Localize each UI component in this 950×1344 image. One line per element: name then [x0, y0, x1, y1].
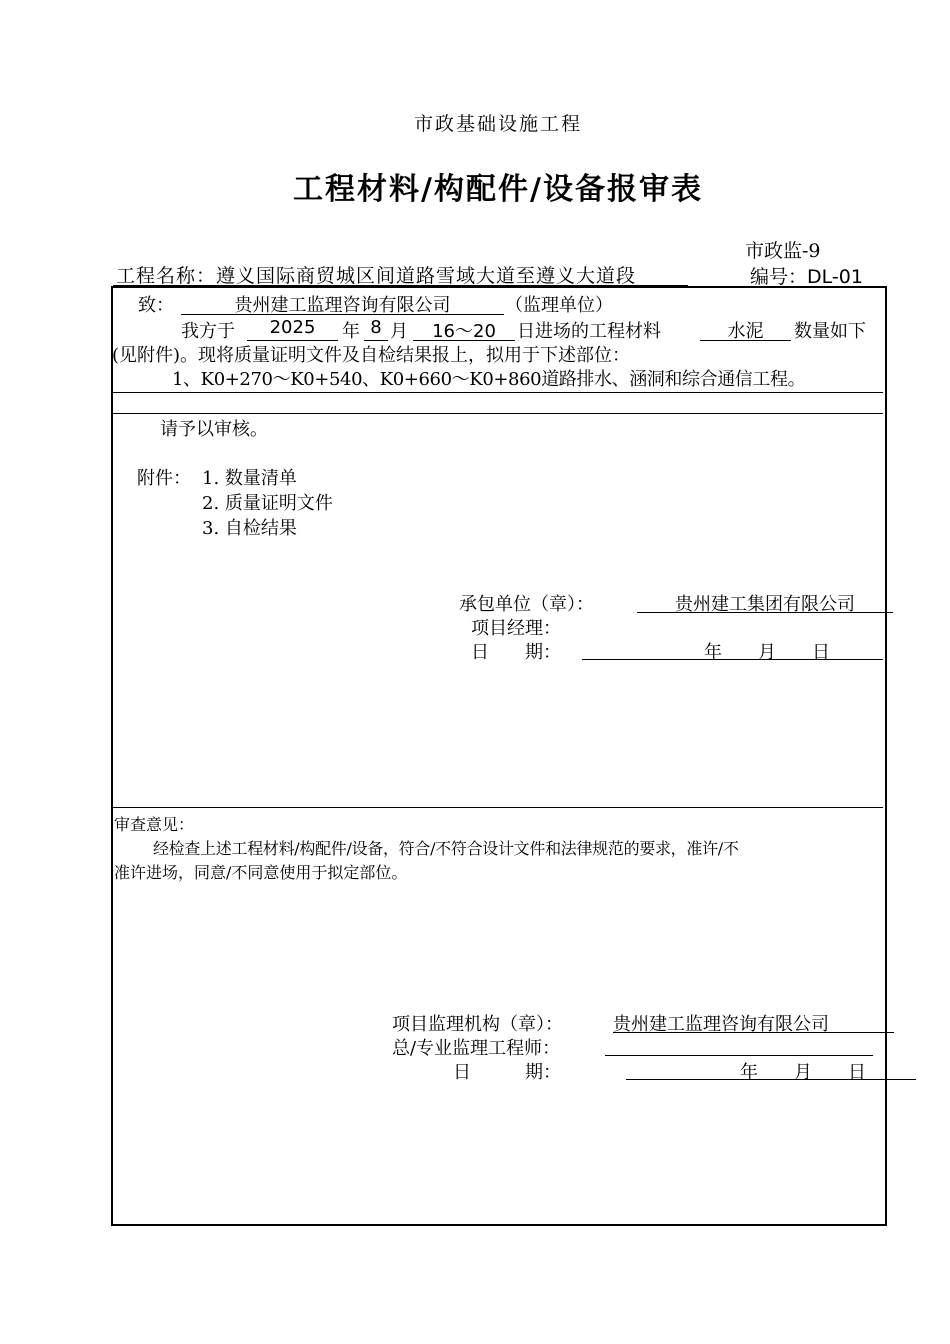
- number-value: DL-01: [807, 266, 863, 288]
- contractor-name: 贵州建工集团有限公司: [675, 594, 855, 615]
- supervisor-org-name: 贵州建工监理咨询有限公司: [613, 1014, 829, 1035]
- engineer-label: 总/专业监理工程师：: [392, 1038, 561, 1059]
- contractor-label: 承包单位（章）：: [459, 594, 594, 615]
- number-label: 编号：: [750, 266, 808, 288]
- entry-year: 2025: [269, 317, 316, 338]
- material-name: 水泥: [727, 321, 764, 342]
- project-name-label: 工程名称：: [116, 265, 217, 287]
- supervisor-org-underline: [613, 1032, 894, 1033]
- form-number: [750, 262, 863, 289]
- review-date-ymd: 年 月 日: [740, 1062, 866, 1083]
- attachment-item: 1. 数量清单: [202, 468, 297, 489]
- form-code: 市政监-9: [745, 240, 821, 262]
- form-title: 工程材料/构配件/设备报审表: [293, 172, 703, 207]
- entry-middle-text: 日进场的工程材料: [517, 321, 661, 342]
- month-unit: 月: [390, 321, 408, 342]
- engineer-underline: [605, 1055, 873, 1056]
- application-date-label: 日 期：: [471, 642, 561, 663]
- review-request: 请予以审核。: [160, 419, 268, 440]
- entry-suffix: 数量如下: [794, 321, 866, 342]
- review-date-underline: [626, 1079, 916, 1080]
- usage-location: 1、K0+270～K0+540、K0+660～K0+860道路排水、涵洞和综合通信工程。: [172, 369, 806, 390]
- entry-line-2: (见附件)。现将质量证明文件及自检结果报上，拟用于下述部位：: [112, 345, 631, 366]
- addressee-company: 贵州建工监理咨询有限公司: [234, 295, 451, 316]
- row-divider-2: [112, 413, 883, 414]
- form-supertitle: 市政基础设施工程: [413, 113, 582, 135]
- row-divider-1: [112, 392, 883, 393]
- addressee-label: 致：: [138, 295, 174, 316]
- review-date-label: 日 期：: [453, 1062, 561, 1083]
- attachments-label: 附件：: [137, 468, 191, 489]
- material-underline: [700, 340, 791, 341]
- year-unit: 年: [342, 321, 360, 342]
- entry-prefix: 我方于: [181, 321, 235, 342]
- entry-month: 8: [370, 317, 382, 338]
- addressee-suffix: （监理单位）: [505, 295, 613, 316]
- project-name-line: [116, 261, 636, 288]
- manager-label: 项目经理：: [471, 618, 561, 639]
- attachment-item: 2. 质量证明文件: [202, 493, 333, 514]
- attachment-item: 3. 自检结果: [202, 518, 297, 539]
- supervisor-org-label: 项目监理机构（章）：: [392, 1014, 563, 1035]
- application-date-underline: [582, 659, 883, 660]
- review-text-line-1: 经检查上述工程材料/构配件/设备，符合/不符合设计文件和法律规范的要求，准许/不: [153, 839, 739, 858]
- application-date-ymd: 年 月 日: [704, 642, 830, 663]
- section-divider: [112, 807, 883, 808]
- project-name-value: 遵义国际商贸城区间道路雪域大道至遵义大道段: [216, 265, 637, 287]
- contractor-underline: [637, 612, 893, 613]
- entry-days: 16～20: [432, 321, 496, 342]
- review-text-line-2: 准许进场，同意/不同意使用于拟定部位。: [114, 863, 408, 882]
- review-heading: 审查意见：: [114, 815, 195, 834]
- addressee-underline: [181, 314, 504, 315]
